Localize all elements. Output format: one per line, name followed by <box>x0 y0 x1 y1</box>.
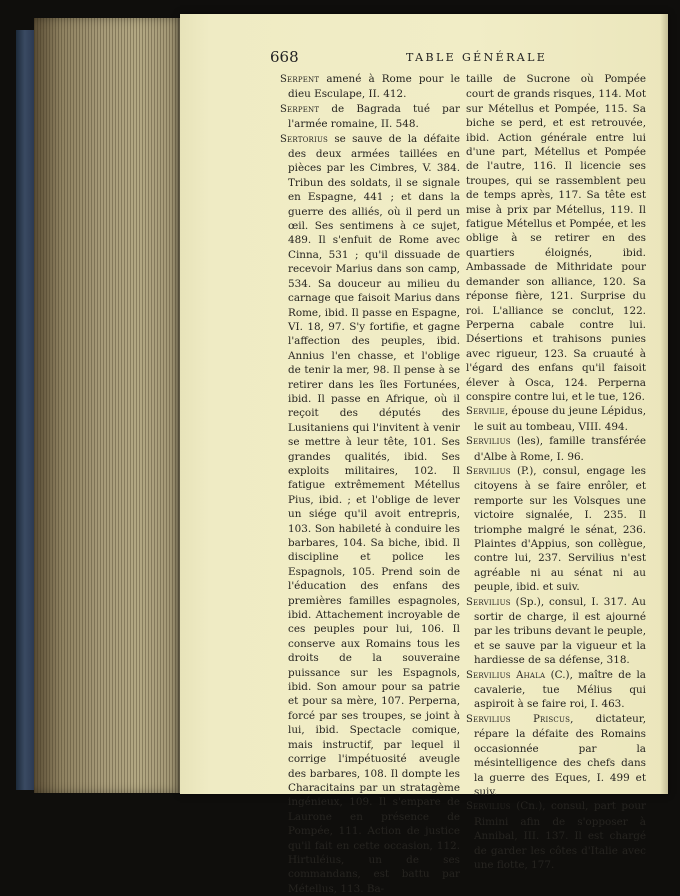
entry-headword: Servilius <box>466 801 511 813</box>
book-page-edges <box>34 18 184 793</box>
index-entry <box>280 72 460 102</box>
entry-text: de Bagrada tué par l'armée romaine, II. 548. <box>288 102 460 131</box>
index-entry <box>280 102 460 132</box>
entry-text: , épouse du jeune Lépidus, le suit au tombeau, VIII. 494. <box>474 405 646 433</box>
entry-headword: Serpent <box>280 74 320 85</box>
index-entry <box>466 595 646 668</box>
page-number: 668 <box>270 48 299 66</box>
entry-text: (P.), consul, engage les citoyens à se faire enrôler, et remporte sur les Volsques une victoire signalée, I. 235. Il triomphe malgré le sénat, 236. Plaintes d'Appius, son collègue, contre lui, 237. Servilius n'est agréable ni au sénat ni au peuple, ibid. et suiv. <box>474 464 646 594</box>
entry-headword: Servilius Ahala <box>466 669 546 681</box>
entry-headword: Serpent <box>280 103 320 115</box>
entry-headword: Servilius Priscus <box>466 713 571 725</box>
entry-text: (C.), maître de la cavalerie, tue Mélius qui aspiroit à se faire roi, I. 463. <box>474 668 646 711</box>
entry-headword: Servilie <box>466 406 505 418</box>
index-entry <box>280 132 460 896</box>
page-gutter-shadow <box>660 14 668 794</box>
entry-headword: Servilius <box>466 596 511 608</box>
index-entry <box>466 404 646 434</box>
entry-text: (Sp.), consul, I. 317. Au sortir de charge, il est ajourné par les tribuns devant le peuple, et se sauve par la vigueur et la hardiesse de sa défense, 318. <box>474 595 646 667</box>
running-title: TABLE GÉNÉRALE <box>406 51 548 64</box>
index-entry <box>466 668 646 712</box>
index-entry <box>466 434 646 464</box>
entry-text: se sauve de la défaite des deux armées taillées en pièces par les Cimbres, V. 384. Tribun des soldats, il se signale en Espagne, 441 ; et dans la guerre des alliés, où il perd un œil. Ses sentimens à ce sujet, 489. Il s'enfuit de Rome avec Cinna, 531 ; qu'il dissuade de recevoir Marius dans son camp, 534. Sa douceur au milieu du carnage que faisoit Marius dans Rome, ibid. Il passe en Espagne, VI. 18, 97. S'y fortifie, et gagne l'affection des peuples, ibid. Annius l'en chasse, et l'oblige de tenir la mer, 98. Il pense à se retirer dans les îles Fortunées, ibid. Il passe en Afrique, où il reçoit des députés des Lusitaniens qui l'invitent à venir se mettre à leur tête, 101. Ses grandes qualités, ibid. Ses exploits militaires, 102. Il fatigue extrêmement Métellus Pius, ibid. ; et l'oblige de lever un siége qu'il avoit entrepris, 103. Son habileté à conduire les barbares, 104. Sa biche, ibid. Il discipline et police les Espagnols, 105. Prend soin de l'éducation des enfans des premières familles espagnoles, ibid. Attachement incroyable de ces peuples pour lui, 106. Il conserve aux Romains tous les droits de la souveraine puissance sur les Espagnols, ibid. Son amour pour sa patrie et pour sa mère, 107. Perperna, forcé par ses troupes, se joint à lui, ibid. Spectacle comique, mais instructif, par lequel il corrige l'impétuosité aveugle des barbares, 108. Il dompte les Characitains par un stratagème ingénieux, 109. Il s'empare de Laurone en présence de Pompée, 111. Action de justice qu'il fait en cette occasion, 112. Hirtuléius, un de ses commandans, est battu par Métellus, 113. Ba- <box>288 132 460 895</box>
entry-headword: Sertorius <box>280 133 329 145</box>
entry-headword: Servilius <box>466 436 511 448</box>
left-column <box>280 72 460 896</box>
entry-headword: Servilius <box>466 465 511 477</box>
entry-text: amené à Rome pour le dieu Esculape, II. 412. <box>288 73 460 101</box>
entry-text: , dictateur, répare la défaite des Romains occasionnée par la mésintelligence des chefs dans la guerre des Eques, I. 499 et suiv. <box>474 712 646 798</box>
entry-text: (Cn.), consul, part pour Rimini afin de s'opposer à Annibal, III. 137. Il est chargé de garder les côtes d'Italie avec une flotte, 177. <box>474 800 646 871</box>
right-column <box>466 72 646 872</box>
index-entry <box>466 464 646 595</box>
entry-text: (les), famille transférée d'Albe à Rome, I. 96. <box>474 435 646 463</box>
entry-text: taille de Sucrone où Pompée court de grands risques, 114. Mot sur Métellus et Pompée, 115. Sa biche se perd, et est retrouvée, ibid. Action générale entre lui d'une part, Métellus et Pompée de l'autre, 116. Il licencie ses troupes, qui se rassemblent peu de temps après, 117. Sa tête est mise à prix par Métellus, 119. Il fatigue Métellus et Pompée, et les oblige à se retirer en des quartiers éloignés, ibid. Ambassade de Mithridate pour demander son alliance, 120. Sa réponse fière, 121. Surprise du roi. L'alliance se conclut, 122. Perperna cabale contre lui. Désertions et trahisons punies avec rigueur, 123. Sa cruauté à l'égard des enfans qu'il faisoit élever à Osca, 124. Perperna conspire contre lui, et le tue, 126. <box>466 73 646 403</box>
index-entry <box>466 712 646 799</box>
index-entry <box>466 799 646 872</box>
index-entry-continued <box>466 72 646 404</box>
page-header <box>270 48 660 68</box>
